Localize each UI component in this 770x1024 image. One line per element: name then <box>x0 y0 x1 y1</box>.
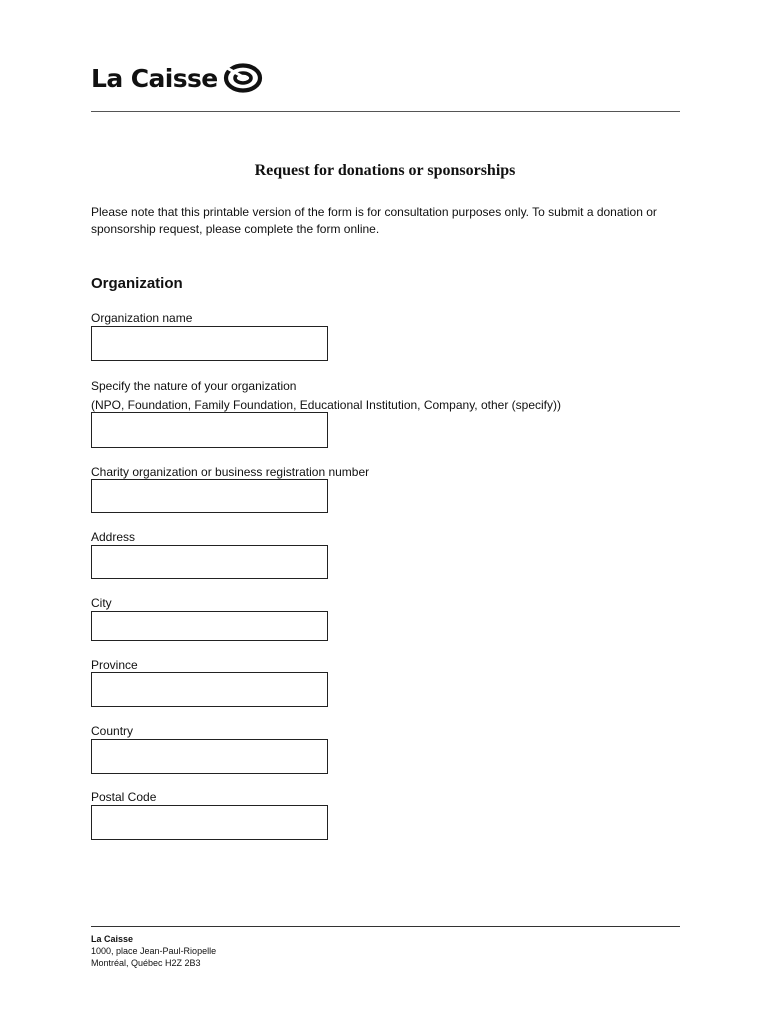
intro-text: Please note that this printable version of the form is for consultation purposes only. To submit a donation or sponsorship request, please complete the form online. <box>91 205 657 236</box>
brand-name: La Caisse <box>91 63 218 93</box>
city-label: City <box>91 596 112 610</box>
country-field[interactable] <box>91 739 328 774</box>
organization-name-field[interactable] <box>91 326 328 361</box>
province-label: Province <box>91 658 138 672</box>
footer-address-line1: 1000, place Jean-Paul-Riopelle <box>91 946 217 956</box>
footer-address <box>91 933 216 969</box>
postal-code-label: Postal Code <box>91 790 157 804</box>
province-field[interactable] <box>91 672 328 707</box>
footer-divider <box>91 926 680 927</box>
organization-name-label: Organization name <box>91 311 193 325</box>
postal-code-field[interactable] <box>91 805 328 840</box>
country-label: Country <box>91 724 134 738</box>
header-divider <box>91 111 680 112</box>
registration-number-field[interactable] <box>91 479 328 513</box>
section-title-organization: Organization <box>91 275 183 292</box>
footer-address-line2: Montréal, Québec H2Z 2B3 <box>91 958 201 968</box>
organization-nature-field[interactable] <box>91 412 328 448</box>
address-label: Address <box>91 530 136 544</box>
brand-logo <box>91 60 263 96</box>
organization-nature-hint: (NPO, Foundation, Family Foundation, Educational Institution, Company, other (specify)) <box>91 398 561 412</box>
city-field[interactable] <box>91 611 328 641</box>
footer-name: La Caisse <box>91 934 134 944</box>
organization-nature-label: Specify the nature of your organization <box>91 379 297 393</box>
page-title: Request for donations or sponsorships <box>254 162 516 179</box>
address-field[interactable] <box>91 545 328 579</box>
registration-number-label: Charity organization or business registration number <box>91 465 370 479</box>
la-caisse-logo-icon <box>223 62 263 94</box>
